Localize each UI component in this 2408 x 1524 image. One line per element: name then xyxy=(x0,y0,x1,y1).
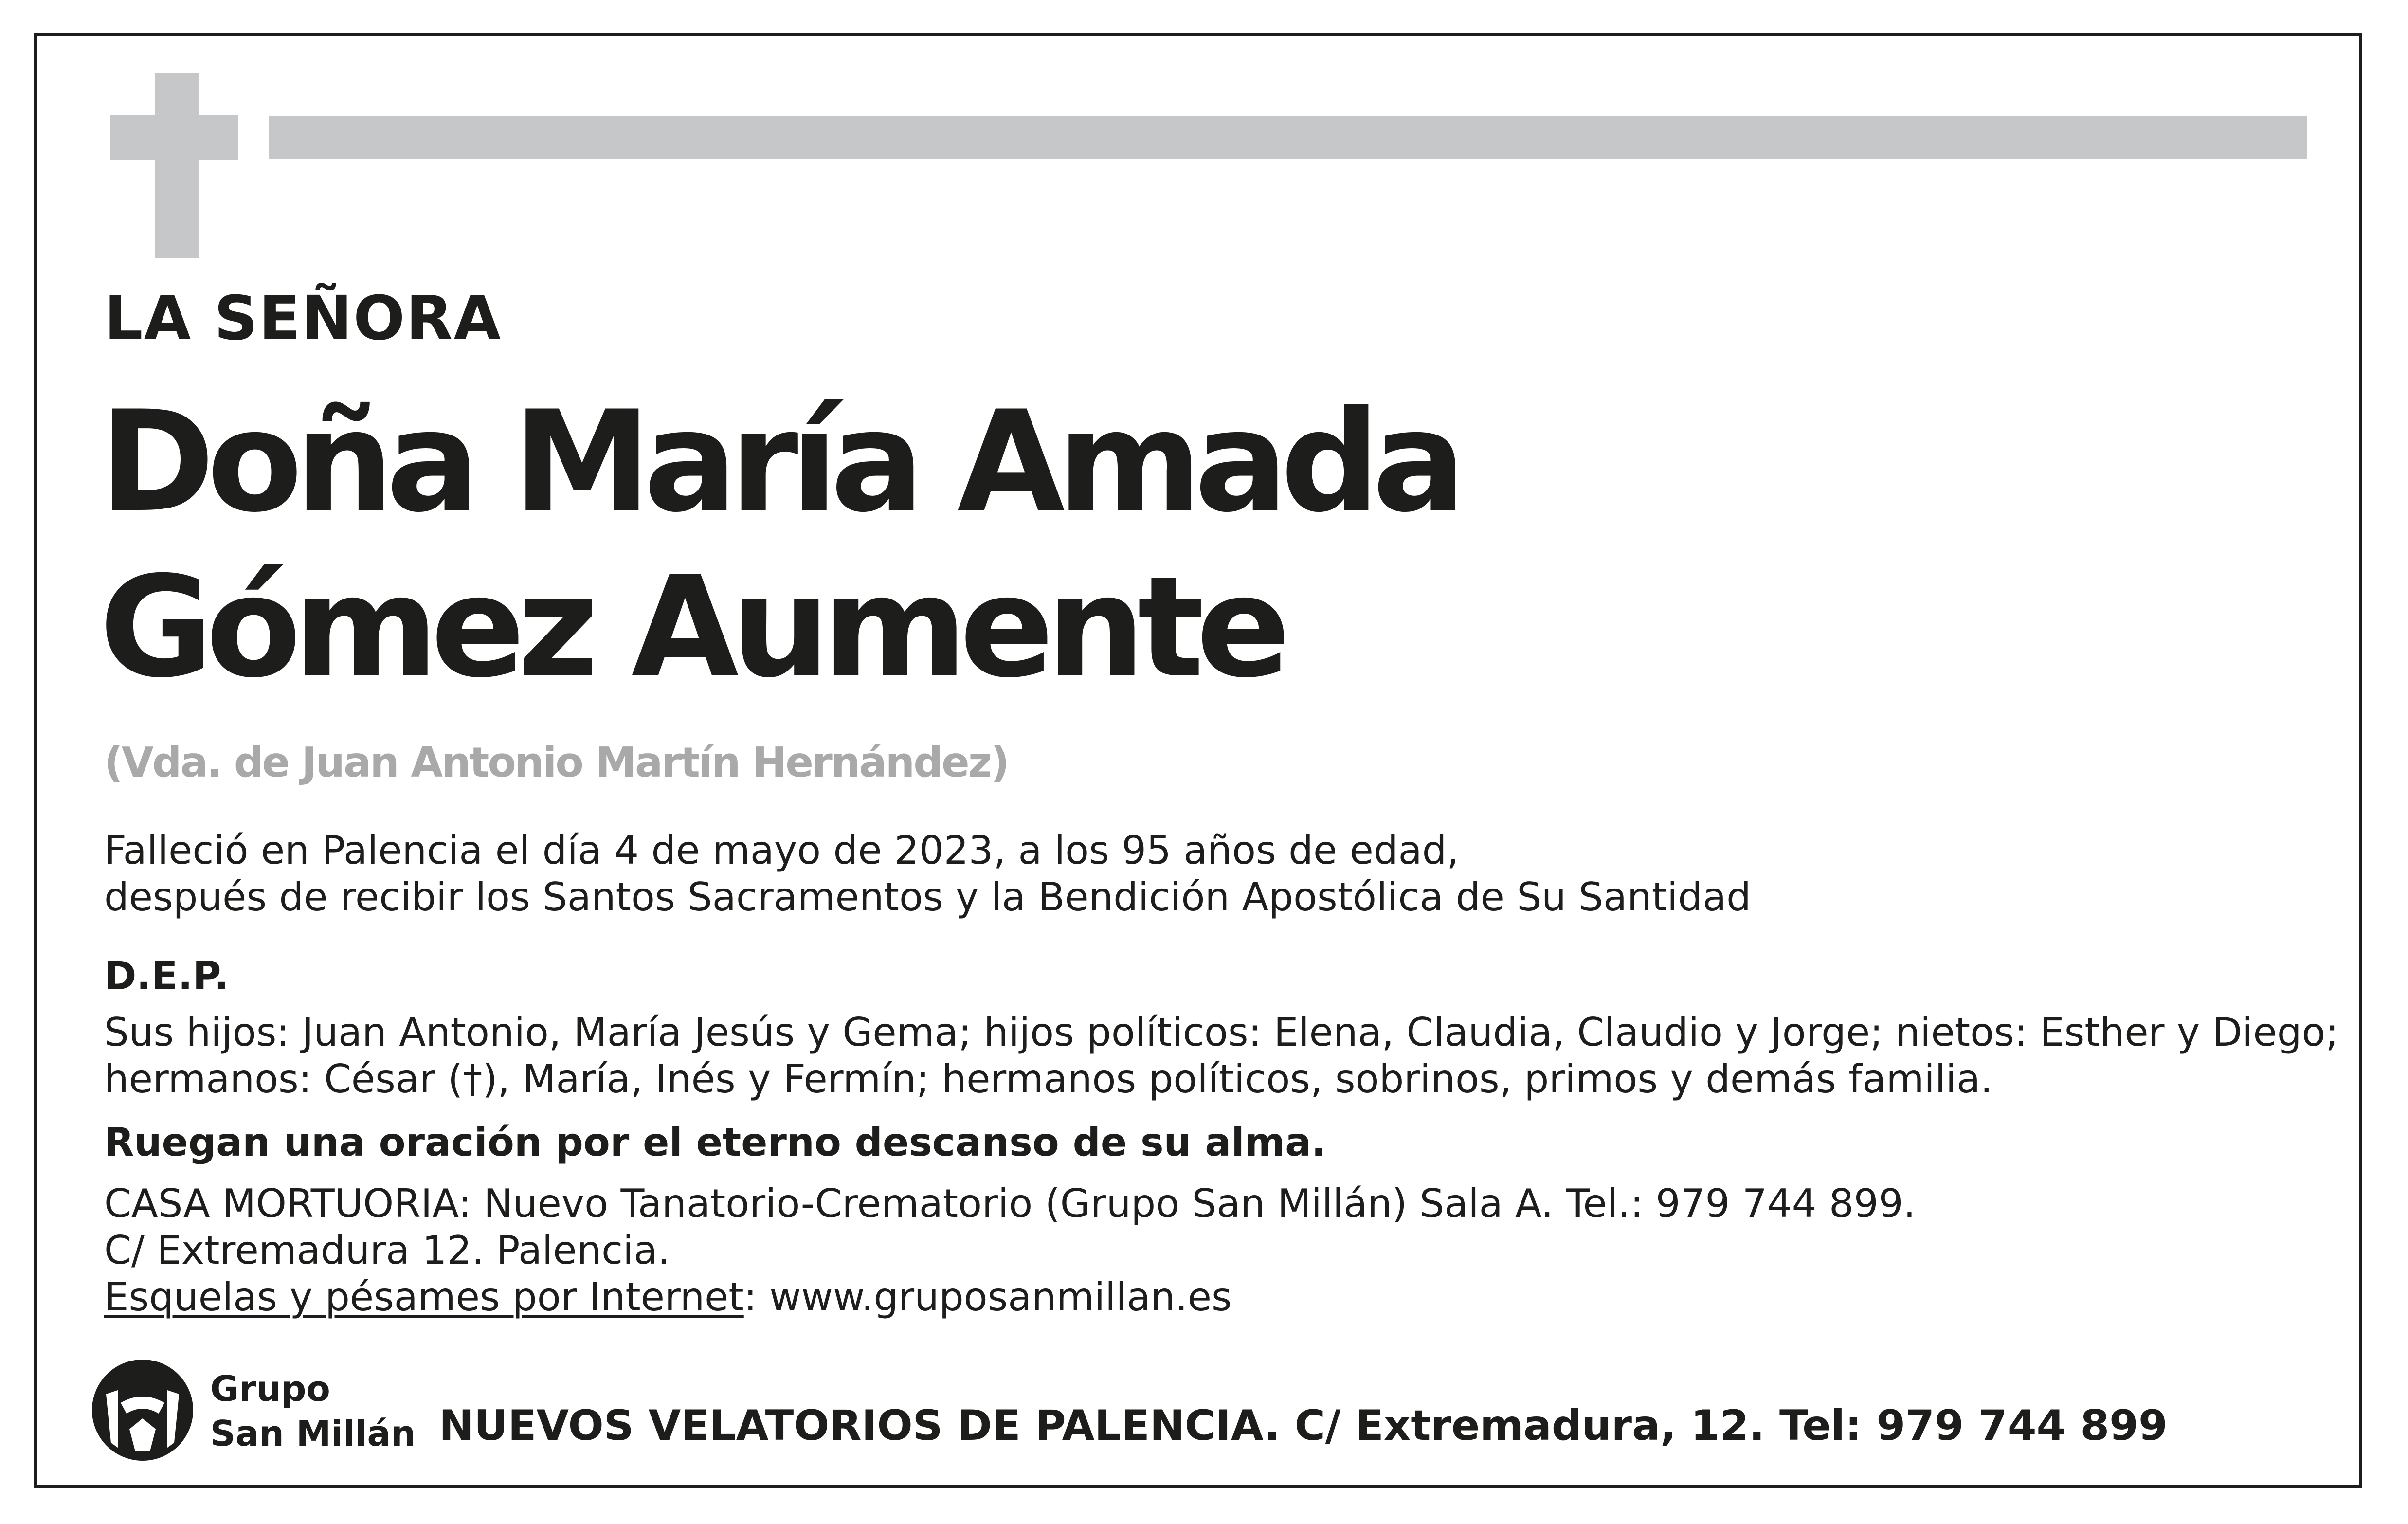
widow-of: (Vda. de Juan Antonio Martín Hernández) xyxy=(104,739,1009,787)
funeral-home-line2: C/ Extremadura 12. Palencia. xyxy=(104,1228,670,1273)
logo-line2: San Millán xyxy=(210,1413,416,1454)
deceased-name-line2: Gómez Aumente xyxy=(99,547,1283,708)
death-line1: Falleció en Palencia el día 4 de mayo de 2023, a los 95 años de edad, xyxy=(104,828,1459,873)
dep-label: D.E.P. xyxy=(104,953,229,998)
death-line2: después de recibir los Santos Sacramentos y la Bendición Apostólica de Su Santidad xyxy=(104,874,1751,920)
internet-url[interactable]: : www.gruposanmillan.es xyxy=(743,1274,1232,1320)
logo-line1: Grupo xyxy=(210,1368,330,1409)
grupo-san-millan-logo-icon xyxy=(89,1356,197,1464)
prayer-request: Ruegan una oración por el eterno descanso de su alma. xyxy=(104,1120,1326,1165)
honorific-title: LA SEÑORA xyxy=(104,283,502,354)
death-announcement xyxy=(104,827,1751,921)
cross-icon xyxy=(155,73,199,258)
family-line1: Sus hijos: Juan Antonio, María Jesús y Gema; hijos políticos: Elena, Claudia, Claudio y Jorge; nietos: Esther y Diego; xyxy=(104,1010,2339,1055)
funeral-details xyxy=(104,1180,1916,1321)
deceased-name-line1: Doña María Amada xyxy=(99,381,1459,543)
internet-line xyxy=(104,1274,1916,1321)
internet-label: Esquelas y pésames por Internet xyxy=(104,1274,744,1320)
deceased-name xyxy=(99,380,1458,710)
header-bar xyxy=(269,116,2307,159)
family-list xyxy=(104,1009,2338,1103)
funeral-home-line1: CASA MORTUORIA: Nuevo Tanatorio-Crematorio (Grupo San Millán) Sala A. Tel.: 979 744 899. xyxy=(104,1181,1916,1226)
cross-icon-arm xyxy=(110,115,238,160)
logo-wordmark xyxy=(210,1366,416,1456)
footer-banner: NUEVOS VELATORIOS DE PALENCIA. C/ Extremadura, 12. Tel: 979 744 899 xyxy=(439,1401,2168,1450)
family-line2: hermanos: César (†), María, Inés y Fermín; hermanos políticos, sobrinos, primos y demás familia. xyxy=(104,1056,1993,1102)
